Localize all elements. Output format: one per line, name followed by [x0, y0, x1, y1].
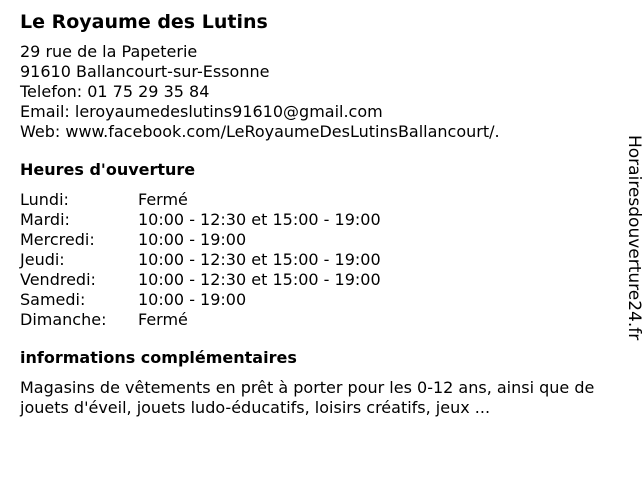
business-name: Le Royaume des Lutins: [20, 11, 268, 33]
address-street: 29 rue de la Papeterie: [20, 42, 198, 61]
opening-hours-table: [20, 190, 610, 330]
hours-row: [20, 210, 610, 230]
hours-row: [20, 290, 610, 310]
hours-time: Fermé: [138, 190, 188, 209]
hours-day: Mercredi:: [20, 230, 95, 249]
hours-time: 10:00 - 19:00: [138, 290, 247, 309]
hours-time: Fermé: [138, 310, 188, 329]
email-address: Email: leroyaumedeslutins91610@gmail.com: [20, 102, 383, 121]
hours-day: Samedi:: [20, 290, 86, 309]
hours-time: 10:00 - 12:30 et 15:00 - 19:00: [138, 270, 381, 289]
additional-info-text: Magasins de vêtements en prêt à porter pour les 0-12 ans, ainsi que de jouets d'éveil, jouets ludo-éducatifs, loisirs créatifs, jeux ...: [20, 378, 595, 417]
hours-time: 10:00 - 12:30 et 15:00 - 19:00: [138, 250, 381, 269]
hours-row: [20, 190, 610, 210]
business-card: [20, 10, 610, 418]
hours-day: Jeudi:: [20, 250, 65, 269]
hours-row: [20, 310, 610, 330]
hours-row: [20, 270, 610, 290]
hours-day: Mardi:: [20, 210, 70, 229]
hours-day: Vendredi:: [20, 270, 96, 289]
hours-day: Lundi:: [20, 190, 69, 209]
hours-row: [20, 250, 610, 270]
hours-time: 10:00 - 12:30 et 15:00 - 19:00: [138, 210, 381, 229]
website-link: Web: www.facebook.com/LeRoyaumeDesLutinsBallancourt/.: [20, 122, 500, 141]
opening-hours-heading: Heures d'ouverture: [20, 160, 196, 179]
additional-info-heading: informations complémentaires: [20, 348, 297, 367]
address-city: 91610 Ballancourt-sur-Essonne: [20, 62, 270, 81]
phone-number: Telefon: 01 75 29 35 84: [20, 82, 210, 101]
hours-time: 10:00 - 19:00: [138, 230, 247, 249]
site-watermark: Horairesdouverture24.fr: [624, 135, 644, 341]
hours-row: [20, 230, 610, 250]
hours-day: Dimanche:: [20, 310, 107, 329]
